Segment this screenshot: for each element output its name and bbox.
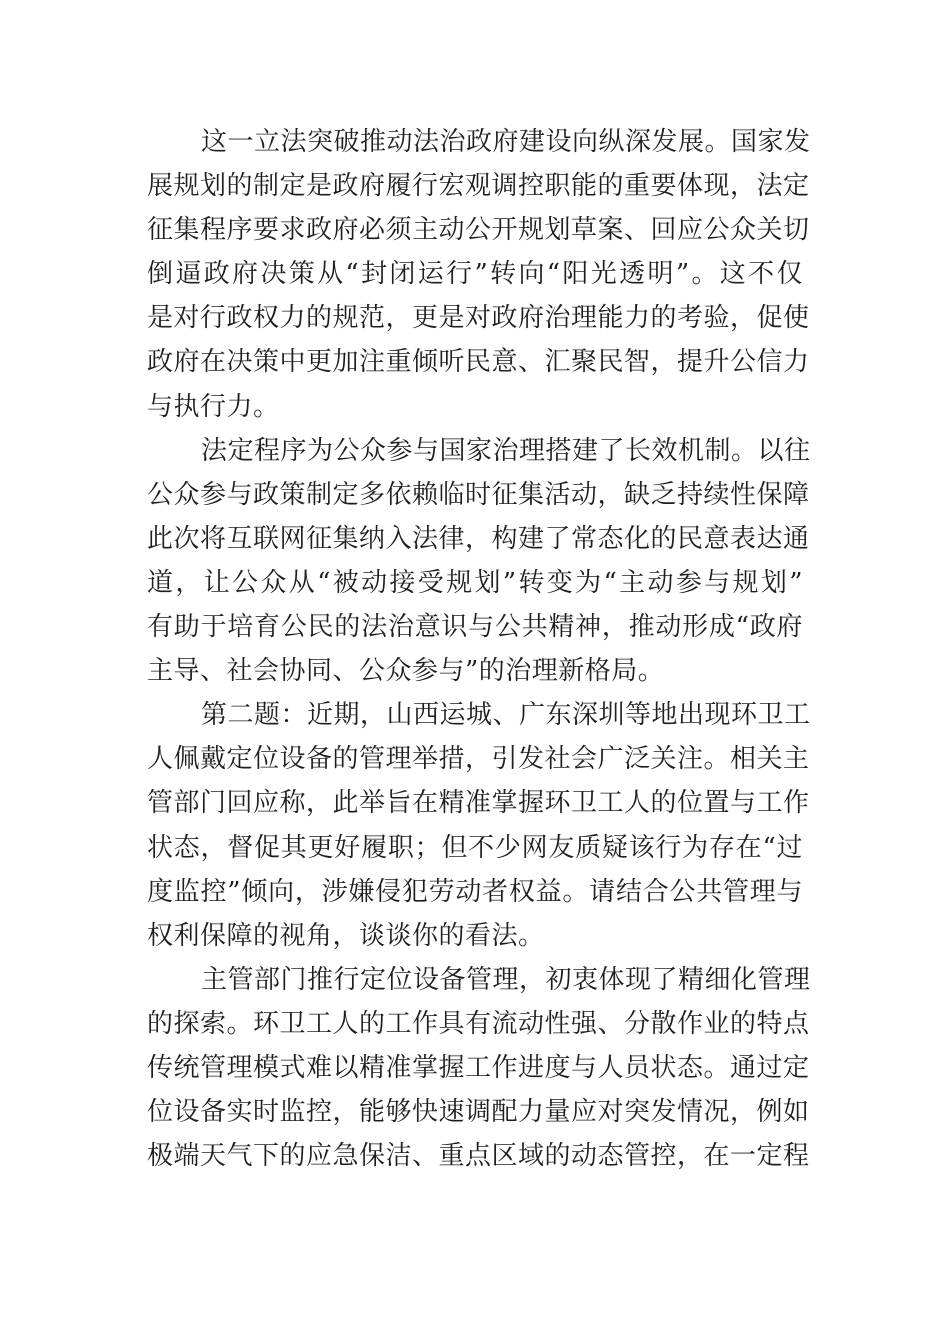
- text-line: 法定程序为公众参与国家治理搭建了长效机制。以往: [201, 435, 811, 466]
- text-line: 展规划的制定是政府履行宏观调控职能的重要体现，法定: [147, 171, 810, 202]
- text-line: 管部门回应称，此举旨在精准掌握环卫工人的位置与工作: [147, 788, 810, 819]
- text-line: 此次将互联网征集纳入法律，构建了常态化的民意表达通: [147, 523, 810, 554]
- text-line: 第二题：近期，山西运城、广东深圳等地出现环卫工: [201, 700, 811, 731]
- text-line: 道，让公众从“被动接受规划”转变为“主动参与规划”: [147, 567, 803, 598]
- text-line: 公众参与政策制定多依赖临时征集活动，缺乏持续性保障: [147, 479, 810, 510]
- text-line: 主导、社会协同、公众参与”的治理新格局。: [147, 656, 665, 687]
- text-line: 征集程序要求政府必须主动公开规划草案、回应公众关切: [147, 215, 810, 246]
- text-line: 传统管理模式难以精准掌握工作进度与人员状态。通过定: [147, 1052, 810, 1083]
- text-line: 是对行政权力的规范，更是对政府治理能力的考验，促使: [147, 303, 810, 334]
- text-line: 有助于培育公民的法治意识与公共精神，推动形成“政府: [147, 612, 803, 643]
- text-line: 的探索。环卫工人的工作具有流动性强、分散作业的特点: [147, 1008, 810, 1039]
- text-line: 位设备实时监控，能够快速调配力量应对突发情况，例如: [147, 1097, 810, 1128]
- text-line: 人佩戴定位设备的管理举措，引发社会广泛关注。相关主: [147, 744, 810, 775]
- text-line: 与执行力。: [147, 391, 280, 422]
- text-line: 状态，督促其更好履职；但不少网友质疑该行为存在“过: [147, 832, 803, 863]
- document-body: [147, 120, 811, 1178]
- paragraph-1: [147, 120, 811, 429]
- text-line: 主管部门推行定位设备管理，初衷体现了精细化管理: [201, 964, 811, 995]
- paragraph-question-2: [147, 693, 811, 958]
- text-line: 政府在决策中更加注重倾听民意、汇聚民智，提升公信力: [147, 347, 810, 378]
- paragraph-2: [147, 429, 811, 694]
- text-line: 这一立法突破推动法治政府建设向纵深发展。国家发: [201, 127, 811, 157]
- text-line: 权利保障的视角，谈谈你的看法。: [147, 920, 545, 951]
- text-line: 度监控”倾向，涉嫌侵犯劳动者权益。请结合公共管理与: [147, 876, 803, 907]
- text-line: 倒逼政府决策从“封闭运行”转向“阳光透明”。这不仅: [147, 259, 803, 290]
- paragraph-4: [147, 958, 811, 1178]
- text-line: 极端天气下的应急保洁、重点区域的动态管控，在一定程: [147, 1141, 810, 1172]
